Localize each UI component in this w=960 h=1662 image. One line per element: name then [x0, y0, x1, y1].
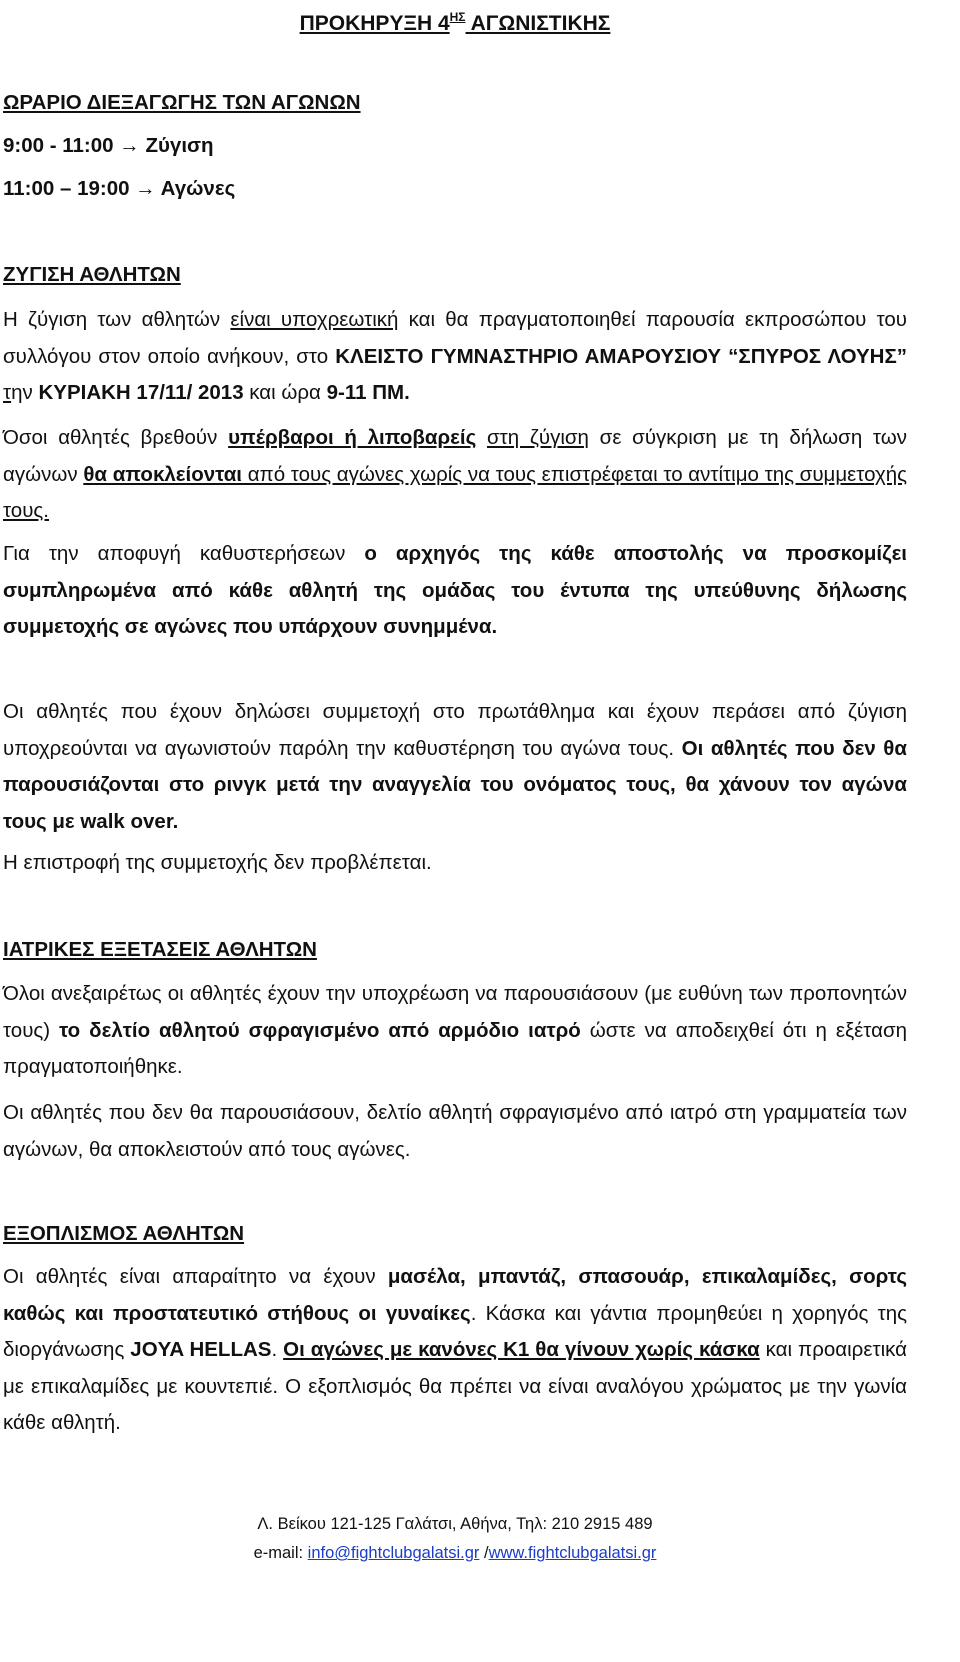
email-label: e-mail: [253, 1544, 308, 1562]
footer-address: Λ. Βείκου 121-125 Γαλάτσι, Αθήνα, Τηλ: 210 2915 489 [257, 1515, 653, 1533]
weighing-paragraph-3: Για την αποφυγή καθυστερήσεων ο αρχηγός της κάθε αποστολής να προσκομίζει συμπληρωμένα από κάθε αθλητή της ομάδας του έντυπα της υπεύθυνης δήλωσης συμμετοχής σε αγώνες που υπάρχουν συνημμένα. [3, 542, 907, 638]
venue-name: ΚΛΕΙΣΤΟ ΓΥΜΝΑΣΤΗΡΙΟ ΑΜΑΡΟΥΣΙΟΥ “ΣΠΥΡΟΣ ΛΟΥΗΣ” [335, 344, 907, 368]
medical-heading: ΙΑΤΡΙΚΕΣ ΕΞΕΤΑΣΕΙΣ ΑΘΛΗΤΩΝ [3, 938, 317, 961]
arrow-icon: → [135, 177, 156, 200]
title-rest: ΑΓΩΝΙΣΤΙΚΗΣ [465, 12, 611, 35]
footer-separator: / [479, 1544, 489, 1562]
document-title [3, 2, 907, 39]
equipment-paragraph-1: Οι αθλητές είναι απαραίτητο να έχουν μασέλα, μπαντάζ, σπασουάρ, επικαλαμίδες, σορτς καθώς και προστατευτικό στήθους οι γυναίκες. Κάσκα και γάντια προμηθεύει η χορηγός της διοργάνωσης JOYA HELLAS. Οι αγώνες με κανόνες Κ1 θα γίνουν χωρίς κάσκα και προαιρετικά με επικαλαμίδες με κουντεπιέ. Ο εξοπλισμός θα πρέπει να είναι αναλόγου χρώματος με την γωνία κάθε αθλητή. [3, 1265, 907, 1434]
required-gear-text: μασέλα, μπαντάζ, σπασουάρ, επικαλαμίδες, σορτς καθώς και προστατευτικό στήθους οι γυναίκες [3, 1265, 907, 1325]
fights-time: 11:00 – 19:00 [3, 177, 130, 200]
team-leader-instruction: ο αρχηγός της κάθε αποστολής να προσκομίζει συμπληρωμένα από κάθε αθλητή της ομάδας του έντυπα της υπεύθυνης δήλωσης συμμετοχής σε αγώνες που υπάρχουν συνημμένα. [3, 542, 907, 638]
weighing-paragraph-2: Όσοι αθλητές βρεθούν υπέρβαροι ή λιποβαρείς στη ζύγιση σε σύγκριση με τη δήλωση των αγώνων θα αποκλείονται από τους αγώνες χωρίς να τους επιστρέφεται το αντίτιμο της συμμετοχής τους. [3, 426, 907, 522]
sponsor-name: JOYA HELLAS [130, 1338, 272, 1361]
weighing-paragraph-1: Η ζύγιση των αθλητών είναι υποχρεωτική και θα πραγματοποιηθεί παρουσία εκπροσώπου του συλλόγου στον οποίο ανήκουν, στο ΚΛΕΙΣΤΟ ΓΥΜΝΑΣΤΗΡΙΟ ΑΜΑΡΟΥΣΙΟΥ “ΣΠΥΡΟΣ ΛΟΥΗΣ” την ΚΥΡΙΑΚΗ 17/11/ 2013 και ώρα 9-11 ΠΜ. [3, 308, 907, 404]
email-link[interactable]: info@fightclubgalatsi.gr [307, 1544, 480, 1562]
weighing-heading: ΖΥΓΙΣΗ ΑΘΛΗΤΩΝ [3, 263, 181, 286]
over-under-weight-text: υπέρβαροι ή λιποβαρείς [228, 426, 477, 449]
k1-rule-text: Οι αγώνες με κανόνες Κ1 θα γίνουν χωρίς κάσκα [283, 1338, 760, 1361]
weighing-paragraph-5: Η επιστροφή της συμμετοχής δεν προβλέπεται. [3, 851, 432, 874]
title-main: ΠΡΟΚΗΡΥΞΗ 4 [299, 12, 450, 35]
schedule-fights-line [3, 174, 235, 204]
equipment-heading: ΕΞΟΠΛΙΣΜΟΣ ΑΘΛΗΤΩΝ [3, 1222, 245, 1245]
schedule-heading: ΩΡΑΡΙΟ ΔΙΕΞΑΓΩΓΗΣ ΤΩΝ ΑΓΩΝΩΝ [3, 91, 361, 114]
weighing-paragraph-4: Οι αθλητές που έχουν δηλώσει συμμετοχή στο πρωτάθλημα και έχουν περάσει από ζύγιση υποχρεούνται να αγωνιστούν παρόλη την καθυστέρηση του αγώνα τους. Οι αθλητές που δεν θα παρουσιάζονται στο ρινγκ μετά την αναγγελία του ονόματος τους, θα χάνουν τον αγώνα τους με walk over. [3, 700, 907, 833]
weighin-label: Ζύγιση [145, 134, 214, 157]
walk-over-rule: Οι αθλητές που δεν θα παρουσιάζονται στο ρινγκ μετά την αναγγελία του ονόματος τους, θα χάνουν τον αγώνα τους με walk over. [3, 736, 907, 833]
weighin-date: ΚΥΡΙΑΚΗ 17/11/ 2013 [38, 381, 244, 404]
weighin-hours: 9-11 ΠΜ. [326, 381, 410, 404]
medical-paragraph-2: Οι αθλητές που δεν θα παρουσιάσουν, δελτίο αθλητή σφραγισμένο από ιατρό στη γραμματεία των αγώνων, θα αποκλειστούν από τους αγώνες. [3, 1101, 907, 1161]
footer-contact [3, 1539, 907, 1567]
fights-label: Αγώνες [160, 177, 236, 200]
website-link[interactable]: www.fightclubgalatsi.gr [488, 1544, 657, 1562]
weighin-time: 9:00 - 11:00 [3, 134, 114, 157]
medical-paragraph-1: Όλοι ανεξαιρέτως οι αθλητές έχουν την υποχρέωση να παρουσιάσουν (με ευθύνη των προπονητών τους) το δελτίο αθλητού σφραγισμένο από αρμόδιο ιατρό ώστε να αποδειχθεί ότι η εξέταση πραγματοποιήθηκε. [3, 982, 907, 1078]
mandatory-text: είναι υποχρεωτική [230, 308, 399, 331]
arrow-icon: → [119, 134, 140, 157]
medical-card-text: το δελτίο αθλητού σφραγισμένο από αρμόδιο ιατρό [59, 1018, 581, 1042]
schedule-weighin-line [3, 131, 214, 161]
title-superscript: ΗΣ [449, 10, 466, 24]
excluded-text: θα αποκλείονται [83, 462, 242, 486]
